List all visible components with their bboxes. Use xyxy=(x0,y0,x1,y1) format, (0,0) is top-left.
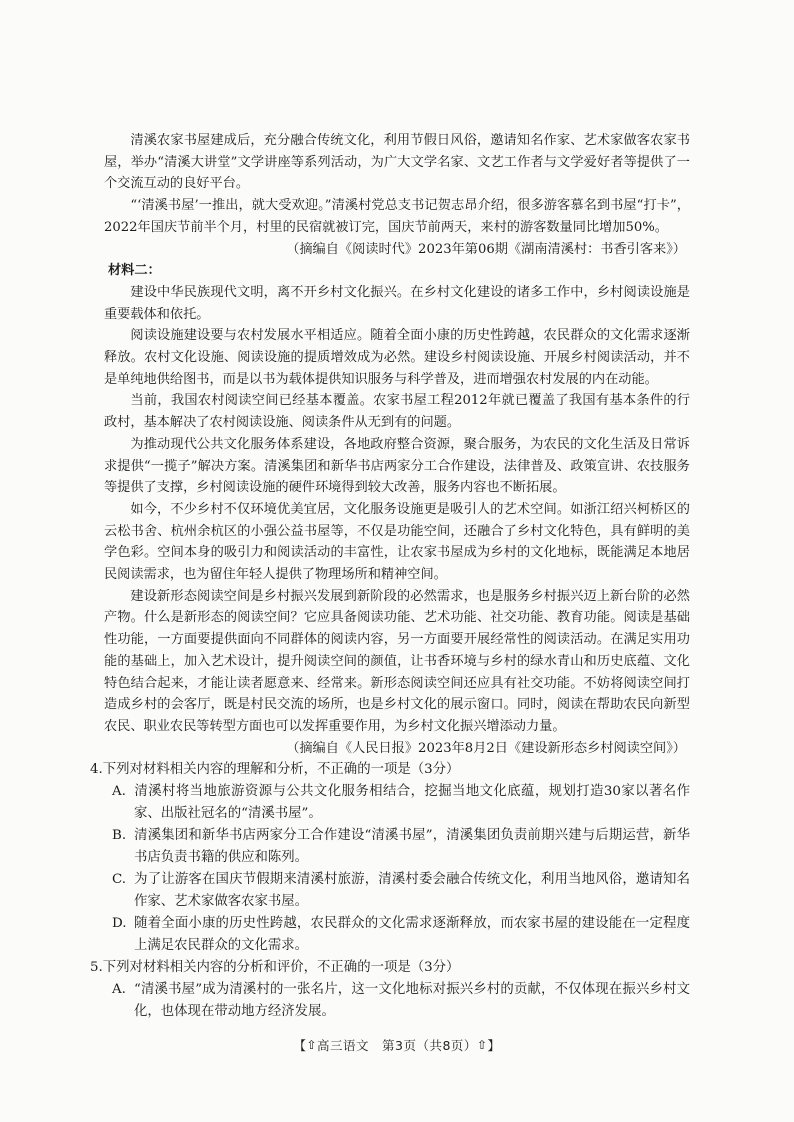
option-text: 随着全面小康的历史性跨越，农民群众的文化需求逐渐释放，而农家书屋的建设能在一定程度上满足农民群众的文化需求。 xyxy=(134,916,690,954)
intro-paragraph-1: 清溪农家书屋建成后，充分融合传统文化，利用节假日风俗，邀请知名作家、艺术家做客农家书屋，举办“清溪大讲堂”文学讲座等系列活动，为广大文学名家、文艺工作者与文学爱好者等提供了一个交流互动的良好平台。 xyxy=(104,133,690,192)
source-citation-2: （摘编自《人民日报》2023年8月2日《建设新形态乡村阅读空间》） xyxy=(286,740,686,756)
material-2-paragraph-2: 阅读设施建设要与农村发展水平相适应。随着全面小康的历史性跨越，农民群众的文化需求逐渐释放。农村文化设施、阅读设施的提质增效成为必然。建设乡村阅读设施、开展乡村阅读活动，并不是单纯地供给图书，而是以书为载体提供知识服务与科学普及，进而增强农村发展的内在动能。 xyxy=(104,328,690,387)
footer-right-bracket: 】 xyxy=(487,1038,501,1053)
option-label: D. xyxy=(112,916,127,932)
question-4 xyxy=(90,759,690,957)
option-text: “清溪书屋”成为清溪村的一张名片，这一文化地标对振兴乡村的贡献，不仅体现在振兴乡村文化，也体现在带动地方经济发展。 xyxy=(134,982,690,1020)
material-2-paragraph-4: 为推动现代公共文化服务体系建设，各地政府整合资源，聚合服务，为农民的文化生活及日常诉求提供“一揽子”解决方案。清溪集团和新华书店两家分工合作建设，法律普及、政策宣讲、农技服务等提供了支撑，乡村阅读设施的硬件环境得到较大改善，服务内容也不断拓展。 xyxy=(104,436,690,496)
source-citation-1: （摘编自《阅读时代》2023年第06期《湖南清溪村：书香引客来》） xyxy=(286,241,686,257)
material-2-title: 材料二： xyxy=(108,263,161,279)
option-text: 为了让游客在国庆节假期来清溪村旅游，清溪村委会融合传统文化，利用当地风俗，邀请知名作家、艺术家做客农家书屋。 xyxy=(134,872,690,910)
footer-page-info: 高三语文 第3页（共8页） xyxy=(317,1038,477,1053)
material-2-paragraph-1: 建设中华民族现代文明，离不开乡村文化振兴。在乡村文化建设的诸多工作中，乡村阅读设施是重要载体和依托。 xyxy=(104,284,690,322)
question-4-option-b[interactable] xyxy=(112,825,690,869)
option-label: B. xyxy=(112,828,127,844)
option-text: 清溪村将当地旅游资源与公共文化服务相结合，挖掘当地文化底蕴，规划打造30家以著名作家、出版社冠名的“清溪书屋”。 xyxy=(134,784,690,822)
intro-paragraph-2: “‘清溪书屋’一推出，就大受欢迎。”清溪村党总支书记贺志昂介绍，很多游客慕名到书屋“打卡”，2022年国庆节前半个月，村里的民宿就被订完，国庆节前两天，来村的游客数量同比增加50%。 xyxy=(104,198,690,235)
question-5 xyxy=(90,957,690,1023)
footer-left-bracket: 【 xyxy=(293,1038,307,1053)
material-2-paragraph-3: 当前，我国农村阅读空间已经基本覆盖。农家书屋工程2012年就已覆盖了我国有基本条件的行政村，基本解决了农村阅读设施、阅读条件从无到有的问题。 xyxy=(104,393,690,431)
question-4-option-c[interactable] xyxy=(112,869,690,913)
question-5-option-a[interactable] xyxy=(112,979,690,1023)
question-4-stem: 4.下列对材料相关内容的理解和分析，不正确的一项是（3分） xyxy=(90,762,460,778)
option-text: 清溪集团和新华书店两家分工合作建设“清溪书屋”，清溪集团负责前期兴建与后期运营，新华书店负责书籍的供应和陈列。 xyxy=(134,828,690,866)
option-label: A. xyxy=(112,784,126,800)
up-arrow-icon: ⇧ xyxy=(476,1038,488,1052)
material-2-paragraph-5: 如今，不少乡村不仅环境优美宜居，文化服务设施更是吸引人的艺术空间。如浙江绍兴柯桥区的云松书舍、杭州余杭区的小强公益书屋等，不仅是功能空间，还融合了乡村文化特色，具有鲜明的美学色彩。空间本身的吸引力和阅读活动的丰富性，让农家书屋成为乡村的文化地标，既能满足本地居民阅读需求，也为留住年轻人提供了物理场所和精神空间。 xyxy=(104,501,690,583)
question-5-stem: 5.下列对材料相关内容的分析和评价，不正确的一项是（3分） xyxy=(90,960,460,976)
page-footer xyxy=(0,1036,794,1054)
material-2-paragraph-6: 建设新形态阅读空间是乡村振兴发展到新阶段的必然需求，也是服务乡村振兴迈上新台阶的必然产物。什么是新形态的阅读空间？它应具备阅读功能、艺术功能、社交功能、教育功能。阅读是基础性功能，一方面要提供面向不同群体的阅读内容，另一方面要开展经常性的阅读活动。在满足实用功能的基础上，加入艺术设计，提升阅读空间的颜值，让书香环境与乡村的绿水青山和历史底蕴、文化特色结合起来，才能让读者愿意来、经常来。新形态阅读空间还应具有社交功能。不妨将阅读空间打造成乡村的会客厅，既是村民交流的场所，也是乡村文化的展示窗口。同时，阅读在帮助农民向新型农民、职业农民等转型方面也可以发挥重要作用，为乡村文化振兴增添动力量。 xyxy=(104,588,690,734)
option-label: C. xyxy=(112,872,127,888)
option-label: A. xyxy=(112,982,126,998)
intro-section xyxy=(104,130,690,260)
question-4-option-d[interactable] xyxy=(112,913,690,957)
material-2-section xyxy=(104,260,690,759)
up-arrow-icon: ⇧ xyxy=(306,1038,318,1052)
question-4-option-a[interactable] xyxy=(112,781,690,825)
